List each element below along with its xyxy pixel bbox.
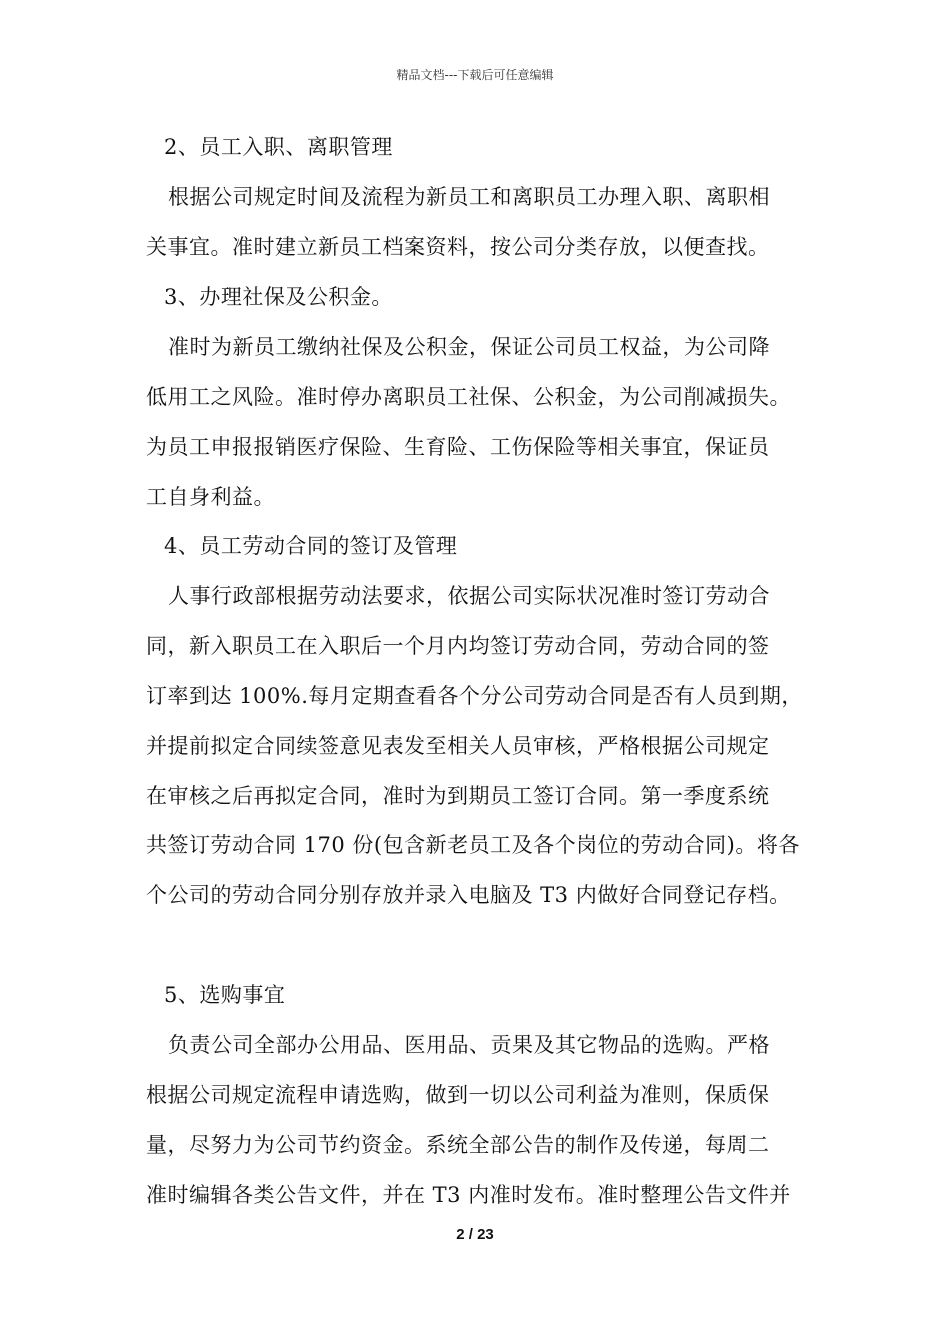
paragraph-line: 订率到达 100%.每月定期查看各个分公司劳动合同是否有人员到期， (146, 684, 803, 708)
page-header: 精品文档---下载后可任意编辑 (396, 68, 554, 82)
section-heading-3: 3、办理社保及公积金。 (164, 285, 393, 309)
section-heading-5: 5、选购事宜 (164, 983, 286, 1007)
paragraph-line: 同，新入职员工在入职后一个月内均签订劳动合同，劳动合同的签 (146, 634, 770, 658)
paragraph-line: 为员工申报报销医疗保险、生育险、工伤保险等相关事宜，保证员 (146, 435, 770, 459)
section-heading-4: 4、员工劳动合同的签订及管理 (164, 534, 458, 558)
paragraph-line: 人事行政部根据劳动法要求，依据公司实际状况准时签订劳动合 (168, 584, 770, 608)
paragraph-line: 准时为新员工缴纳社保及公积金，保证公司员工权益，为公司降 (168, 335, 770, 359)
paragraph-line: 工自身利益。 (146, 485, 275, 509)
paragraph-line: 量，尽努力为公司节约资金。系统全部公告的制作及传递，每周二 (146, 1133, 770, 1157)
paragraph-line: 低用工之风险。准时停办离职员工社保、公积金，为公司削减损失。 (146, 385, 791, 409)
paragraph-line: 根据公司规定流程申请选购，做到一切以公司利益为准则，保质保 (146, 1083, 770, 1107)
section-heading-2: 2、员工入职、离职管理 (164, 135, 393, 159)
paragraph-line: 共签订劳动合同 170 份(包含新老员工及各个岗位的劳动合同)。将各 (146, 833, 800, 857)
paragraph-line: 负责公司全部办公用品、医用品、贡果及其它物品的选购。严格 (168, 1033, 770, 1057)
paragraph-line: 根据公司规定时间及流程为新员工和离职员工办理入职、离职相 (168, 185, 770, 209)
paragraph-line: 个公司的劳动合同分别存放并录入电脑及 T3 内做好合同登记存档。 (146, 883, 791, 907)
paragraph-line: 关事宜。准时建立新员工档案资料，按公司分类存放，以便查找。 (146, 235, 770, 259)
paragraph-line: 在审核之后再拟定合同，准时为到期员工签订合同。第一季度系统 (146, 784, 770, 808)
paragraph-line: 准时编辑各类公告文件，并在 T3 内准时发布。准时整理公告文件并 (146, 1183, 791, 1207)
page-number: 2 / 23 (456, 1226, 494, 1243)
paragraph-line: 并提前拟定合同续签意见表发至相关人员审核，严格根据公司规定 (146, 734, 770, 758)
